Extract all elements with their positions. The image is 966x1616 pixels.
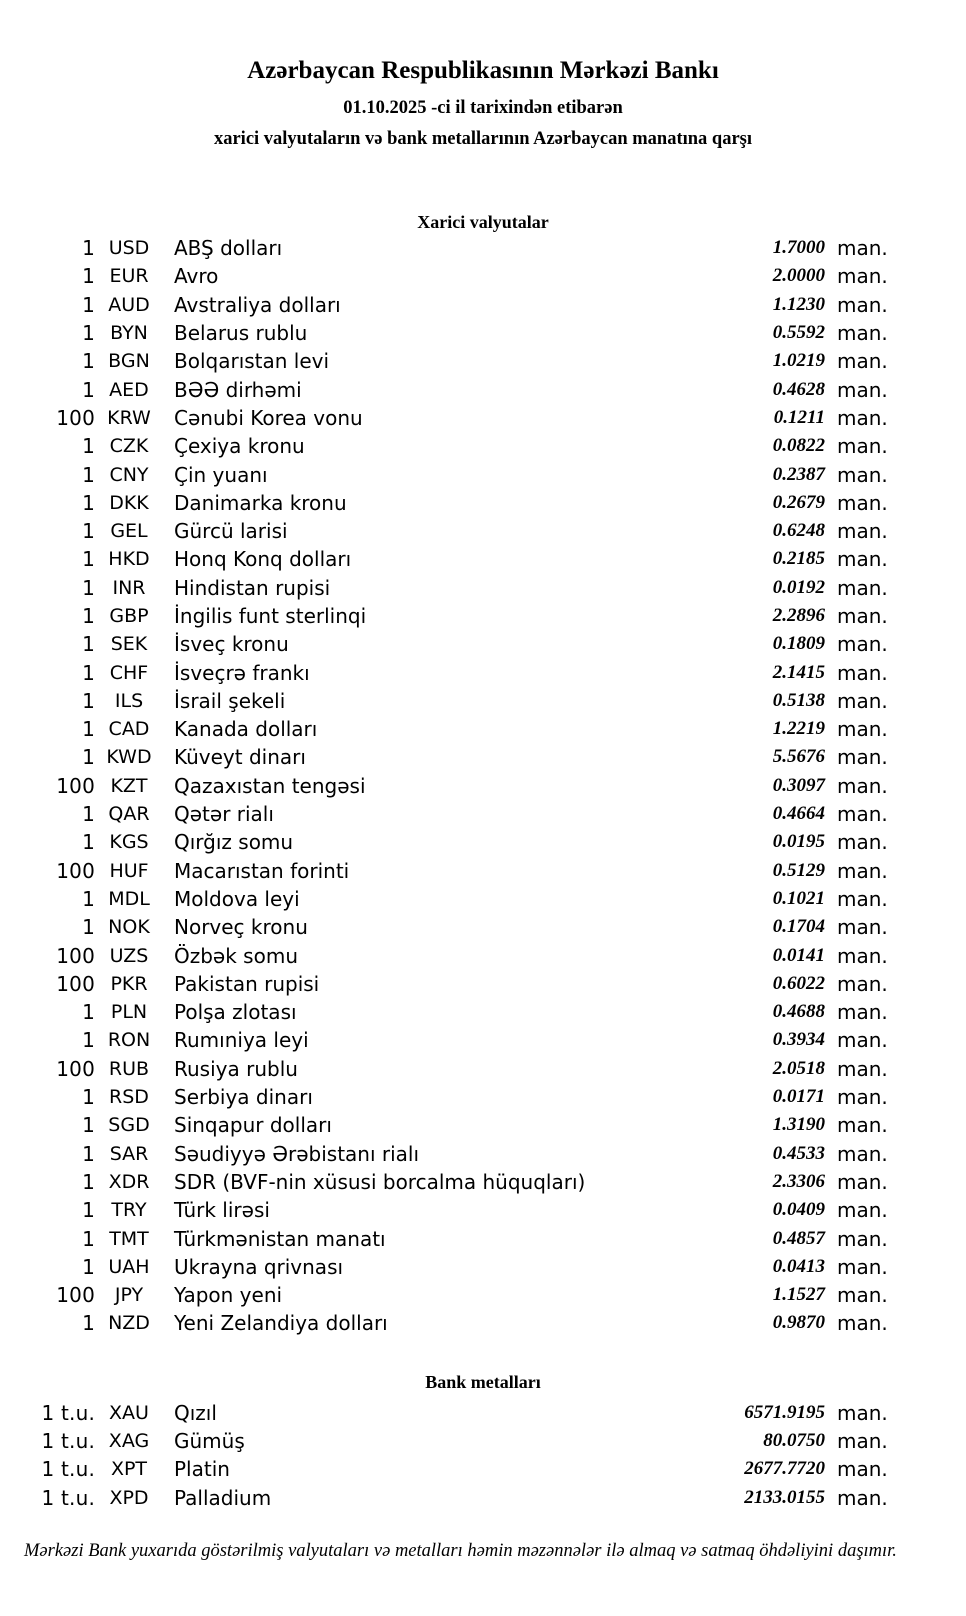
unit-label: man. — [837, 1113, 888, 1138]
unit-label: man. — [837, 1028, 888, 1053]
currency-name: SDR (BVF-nin xüsusi borcalma hüquqları) — [174, 1169, 586, 1194]
currency-code: SEK — [110, 633, 148, 656]
rate-row — [0, 1427, 966, 1455]
rate-value: 0.4628 — [772, 378, 825, 400]
unit-label: man. — [837, 490, 888, 515]
rate-value: 0.4533 — [772, 1142, 825, 1164]
rate-value: 0.1211 — [773, 406, 825, 428]
currency-code: PLN — [110, 1001, 148, 1024]
rate-row — [0, 347, 966, 375]
currency-code: CHF — [109, 661, 149, 684]
quantity: 1 — [82, 915, 95, 940]
currency-code: UAH — [108, 1255, 150, 1278]
currency-code: TMT — [109, 1227, 149, 1250]
currency-code: XAU — [109, 1401, 149, 1424]
unit-label: man. — [837, 773, 888, 798]
currency-code: SAR — [109, 1142, 149, 1165]
currency-name: ABŞ dolları — [174, 236, 283, 261]
unit-label: man. — [837, 858, 888, 883]
currency-code: DKK — [109, 491, 149, 514]
quantity: 1 — [82, 745, 95, 770]
unit-label: man. — [837, 915, 888, 940]
quantity: 100 — [56, 943, 95, 968]
currency-name: Macarıstan forinti — [174, 858, 350, 883]
quantity: 1 — [82, 717, 95, 742]
unit-label: man. — [837, 943, 888, 968]
unit-label: man. — [837, 292, 888, 317]
currency-code: RSD — [109, 1086, 149, 1109]
rate-value: 0.2185 — [772, 548, 825, 570]
rate-row — [0, 517, 966, 545]
unit-label: man. — [837, 1485, 888, 1510]
quantity: 1 — [82, 886, 95, 911]
unit-label: man. — [837, 1400, 888, 1425]
unit-label: man. — [837, 1056, 888, 1081]
rate-value: 1.1230 — [772, 293, 825, 315]
quantity: 1 — [82, 604, 95, 628]
currency-name: Yeni Zelandiya dolları — [174, 1311, 388, 1336]
quantity: 1 — [82, 1141, 95, 1166]
currency-name: Polşa zlotası — [174, 1000, 297, 1025]
currency-name: Gümüş — [174, 1429, 245, 1454]
rate-row — [0, 1083, 966, 1111]
rate-row — [0, 715, 966, 743]
quantity: 1 — [82, 1226, 95, 1251]
unit-label: man. — [837, 405, 888, 430]
quantity: 1 — [82, 1169, 95, 1194]
rate-row — [0, 941, 966, 969]
rate-row — [0, 658, 966, 686]
currency-code: ILS — [114, 689, 144, 712]
rate-row — [0, 1026, 966, 1054]
metal-rate-list — [0, 1399, 966, 1512]
rate-value: 6571.9195 — [744, 1401, 825, 1423]
quantity: 1 — [82, 434, 95, 459]
currency-name: Qazaxıstan tengəsi — [174, 773, 366, 798]
unit-label: man. — [837, 321, 888, 346]
unit-label: man. — [837, 886, 888, 911]
rate-row — [0, 630, 966, 658]
currency-code: RON — [107, 1029, 151, 1052]
currency-name: İsveç kronu — [174, 632, 289, 657]
currency-name: Cənubi Korea vonu — [174, 405, 363, 430]
rate-row — [0, 319, 966, 347]
unit-label: man. — [837, 1254, 888, 1279]
disclaimer-note: Mərkəzi Bank yuxarıda göstərilmiş valyutaları və metalları həmin məzənnələr ilə almaq və satmaq öhdəliyini daşımır. — [24, 1540, 897, 1561]
currency-code: XPD — [109, 1486, 149, 1509]
rate-row — [0, 1281, 966, 1309]
rate-row — [0, 998, 966, 1026]
quantity: 1 t.u. — [41, 1400, 95, 1425]
document-header — [0, 0, 966, 152]
rate-value: 0.3097 — [772, 774, 825, 796]
currency-name: İngilis funt sterlinqi — [174, 604, 367, 628]
currency-code: HKD — [108, 548, 150, 571]
currency-name: Hindistan rupisi — [174, 575, 331, 600]
rate-value: 0.4664 — [772, 803, 825, 825]
currency-code: GBP — [109, 605, 149, 627]
currency-name: Özbək somu — [174, 943, 298, 968]
currency-name: Kanada dolları — [174, 717, 318, 742]
unit-label: man. — [837, 1311, 888, 1336]
rate-value: 80.0750 — [763, 1430, 825, 1452]
currency-code: CNY — [109, 463, 149, 486]
quantity: 100 — [56, 773, 95, 798]
currency-code: EUR — [109, 265, 149, 288]
rate-row — [0, 234, 966, 262]
quantity: 1 — [82, 632, 95, 657]
currency-name: Qırğız somu — [174, 830, 294, 855]
rate-value: 0.4688 — [772, 1001, 825, 1023]
rate-row — [0, 1168, 966, 1196]
rate-row — [0, 1196, 966, 1224]
unit-label: man. — [837, 1226, 888, 1251]
rate-row — [0, 772, 966, 800]
rate-row — [0, 1309, 966, 1337]
unit-label: man. — [837, 462, 888, 487]
currency-name: Moldova leyi — [174, 886, 300, 911]
unit-label: man. — [837, 1000, 888, 1025]
unit-label: man. — [837, 519, 888, 544]
rate-value: 1.1527 — [772, 1284, 825, 1306]
rate-row — [0, 460, 966, 488]
currency-code: KRW — [107, 406, 151, 429]
unit-label: man. — [837, 971, 888, 996]
quantity: 1 — [82, 264, 95, 289]
rate-value: 0.0195 — [772, 831, 825, 853]
rate-value: 0.0171 — [772, 1086, 825, 1108]
quantity: 1 — [82, 575, 95, 600]
quantity: 100 — [56, 858, 95, 883]
quantity: 1 — [82, 490, 95, 515]
currency-code: KWD — [106, 746, 152, 769]
quantity: 1 — [82, 349, 95, 374]
currency-name: Honq Konq dolları — [174, 547, 352, 572]
currency-code: TRY — [111, 1199, 147, 1222]
rate-row — [0, 800, 966, 828]
unit-label: man. — [837, 830, 888, 855]
rate-row — [0, 1455, 966, 1483]
currency-name: Türk lirəsi — [174, 1198, 270, 1223]
currency-rate-list — [0, 234, 966, 1338]
rate-row — [0, 404, 966, 432]
currency-code: JPY — [114, 1284, 144, 1307]
rate-value: 0.9870 — [772, 1312, 825, 1334]
rate-value: 0.5592 — [772, 322, 825, 344]
currency-code: BYN — [110, 322, 148, 345]
currency-code: UZS — [109, 944, 149, 967]
rate-value: 0.1809 — [772, 633, 825, 655]
document-subtitle: xarici valyutaların və bank metallarının Azərbaycan manatına qarşı — [213, 129, 753, 149]
currency-name: Küveyt dinarı — [174, 745, 306, 770]
rate-row — [0, 1055, 966, 1083]
rate-row — [0, 743, 966, 771]
currency-name: Serbiya dinarı — [174, 1085, 313, 1110]
currency-name: Qızıl — [174, 1400, 217, 1425]
unit-label: man. — [837, 1141, 888, 1166]
currency-name: Pakistan rupisi — [174, 971, 320, 996]
rate-value: 0.0141 — [772, 944, 825, 966]
rate-value: 2.0000 — [772, 265, 825, 287]
rate-row — [0, 828, 966, 856]
currency-name: Qətər rialı — [174, 802, 274, 827]
rate-value: 0.2679 — [772, 491, 825, 513]
currency-code: XPT — [110, 1458, 148, 1481]
rate-value: 5.5676 — [772, 746, 825, 768]
rate-row — [0, 913, 966, 941]
rate-value: 1.3190 — [772, 1114, 825, 1136]
currency-name: Yapon yeni — [174, 1283, 283, 1308]
unit-label: man. — [837, 717, 888, 742]
rate-row — [0, 574, 966, 602]
currency-name: Gürcü larisi — [174, 519, 288, 544]
currency-code: MDL — [108, 887, 150, 910]
quantity: 1 — [82, 377, 95, 402]
rate-row — [0, 489, 966, 517]
currency-code: PKR — [110, 972, 148, 995]
quantity: 1 — [82, 688, 95, 713]
quantity: 100 — [56, 971, 95, 996]
currency-name: Çin yuanı — [174, 462, 268, 487]
unit-label: man. — [837, 604, 888, 628]
currency-code: AED — [109, 378, 149, 401]
rate-row — [0, 1111, 966, 1139]
currency-code: RUB — [108, 1057, 150, 1080]
rate-row — [0, 687, 966, 715]
unit-label: man. — [837, 1169, 888, 1194]
unit-label: man. — [837, 575, 888, 600]
quantity: 1 — [82, 547, 95, 572]
currency-code: QAR — [108, 803, 150, 826]
rate-value: 0.2387 — [772, 463, 825, 485]
rate-row — [0, 432, 966, 460]
rate-row — [0, 545, 966, 573]
quantity: 1 — [82, 321, 95, 346]
currency-code: HUF — [109, 859, 149, 882]
effective-date-line: 01.10.2025 -ci il tarixindən etibarən — [343, 98, 623, 118]
rate-value: 2.1415 — [772, 661, 825, 683]
currency-code: SGD — [108, 1114, 150, 1137]
rate-row — [0, 291, 966, 319]
rate-row — [0, 970, 966, 998]
rate-value: 0.3934 — [772, 1029, 825, 1051]
currency-code: USD — [108, 237, 150, 260]
unit-label: man. — [837, 1283, 888, 1308]
quantity: 1 — [82, 1000, 95, 1025]
currency-code: AUD — [108, 293, 150, 316]
currency-name: Səudiyyə Ərəbistanı rialı — [174, 1141, 420, 1166]
quantity: 1 — [82, 1028, 95, 1053]
rate-row — [0, 375, 966, 403]
rate-value: 0.0413 — [772, 1255, 825, 1277]
rate-value: 2677.7720 — [744, 1458, 825, 1480]
quantity: 1 — [82, 660, 95, 685]
currency-name: Palladium — [174, 1485, 272, 1510]
currency-name: Rumıniya leyi — [174, 1028, 309, 1053]
unit-label: man. — [837, 1085, 888, 1110]
currency-name: İsrail şekeli — [174, 688, 286, 713]
currency-name: BƏƏ dirhəmi — [174, 377, 302, 402]
rate-value: 0.0409 — [772, 1199, 825, 1221]
rate-row — [0, 262, 966, 290]
quantity: 1 t.u. — [41, 1429, 95, 1454]
rate-value: 0.5138 — [772, 689, 825, 711]
currency-name: Ukrayna qrivnası — [174, 1254, 344, 1279]
quantity: 100 — [56, 405, 95, 430]
unit-label: man. — [837, 547, 888, 572]
rate-row — [0, 885, 966, 913]
rate-value: 2133.0155 — [744, 1486, 825, 1508]
rate-value: 0.4857 — [772, 1227, 825, 1249]
section-title-foreign-currencies: Xarici valyutalar — [417, 212, 549, 232]
unit-label: man. — [837, 349, 888, 374]
rate-value: 0.0822 — [772, 435, 825, 457]
unit-label: man. — [837, 632, 888, 657]
rate-value: 1.2219 — [772, 718, 825, 740]
rate-row — [0, 1140, 966, 1168]
quantity: 1 t.u. — [41, 1485, 95, 1510]
unit-label: man. — [837, 1198, 888, 1223]
unit-label: man. — [837, 264, 888, 289]
rate-value: 0.1021 — [772, 887, 825, 909]
page-title: Azərbaycan Respublikasının Mərkəzi Bankı — [247, 57, 719, 84]
currency-name: Platin — [174, 1457, 230, 1482]
unit-label: man. — [837, 660, 888, 685]
unit-label: man. — [837, 434, 888, 459]
quantity: 1 — [82, 519, 95, 544]
unit-label: man. — [837, 236, 888, 261]
currency-name: Belarus rublu — [174, 321, 308, 346]
rate-row — [0, 1224, 966, 1252]
rate-row — [0, 602, 966, 630]
currency-name: Çexiya kronu — [174, 434, 305, 459]
currency-name: Norveç kronu — [174, 915, 308, 940]
rate-value: 1.0219 — [772, 350, 825, 372]
quantity: 1 — [82, 292, 95, 317]
rate-value: 0.5129 — [772, 859, 825, 881]
quantity: 1 t.u. — [41, 1457, 95, 1482]
quantity: 1 — [82, 802, 95, 827]
rate-value: 1.7000 — [772, 237, 825, 259]
currency-name: Rusiya rublu — [174, 1056, 298, 1081]
quantity: 1 — [82, 1198, 95, 1223]
currency-code: KZT — [110, 774, 148, 797]
currency-code: NOK — [108, 916, 150, 939]
unit-label: man. — [837, 802, 888, 827]
currency-code: INR — [112, 576, 146, 599]
quantity: 1 — [82, 462, 95, 487]
rate-value: 2.2896 — [772, 605, 825, 626]
section-title-bank-metals: Bank metalları — [425, 1371, 541, 1392]
quantity: 1 — [82, 830, 95, 855]
currency-code: XAG — [108, 1430, 150, 1453]
unit-label: man. — [837, 377, 888, 402]
quantity: 1 — [82, 1113, 95, 1138]
rate-value: 2.0518 — [772, 1057, 825, 1079]
rate-row — [0, 1253, 966, 1281]
rate-row — [0, 1483, 966, 1511]
quantity: 1 — [82, 236, 95, 261]
currency-code: XDR — [108, 1170, 150, 1193]
quantity: 100 — [56, 1283, 95, 1308]
unit-label: man. — [837, 745, 888, 770]
currency-code: CZK — [109, 435, 149, 458]
rate-value: 0.0192 — [772, 576, 825, 598]
rate-value: 0.6248 — [772, 520, 825, 542]
currency-name: Avro — [174, 264, 219, 289]
quantity: 1 — [82, 1085, 95, 1110]
currency-name: Bolqarıstan levi — [174, 349, 330, 374]
currency-code: NZD — [108, 1312, 150, 1335]
quantity: 100 — [56, 1056, 95, 1081]
currency-name: Türkmənistan manatı — [174, 1226, 386, 1251]
currency-name: Avstraliya dolları — [174, 292, 341, 317]
rate-row — [0, 1399, 966, 1427]
currency-code: GEL — [110, 520, 148, 543]
currency-code: KGS — [109, 831, 149, 854]
rate-row — [0, 857, 966, 885]
unit-label: man. — [837, 1457, 888, 1482]
rate-value: 0.1704 — [772, 916, 825, 938]
unit-label: man. — [837, 688, 888, 713]
rate-value: 0.6022 — [772, 972, 825, 994]
currency-name: Sinqapur dolları — [174, 1113, 332, 1138]
unit-label: man. — [837, 1429, 888, 1454]
currency-code: CAD — [108, 718, 150, 741]
rate-value: 2.3306 — [772, 1170, 825, 1192]
currency-name: İsveçrə frankı — [174, 660, 310, 685]
quantity: 1 — [82, 1254, 95, 1279]
quantity: 1 — [82, 1311, 95, 1336]
currency-code: BGN — [108, 350, 150, 373]
currency-name: Danimarka kronu — [174, 490, 347, 515]
